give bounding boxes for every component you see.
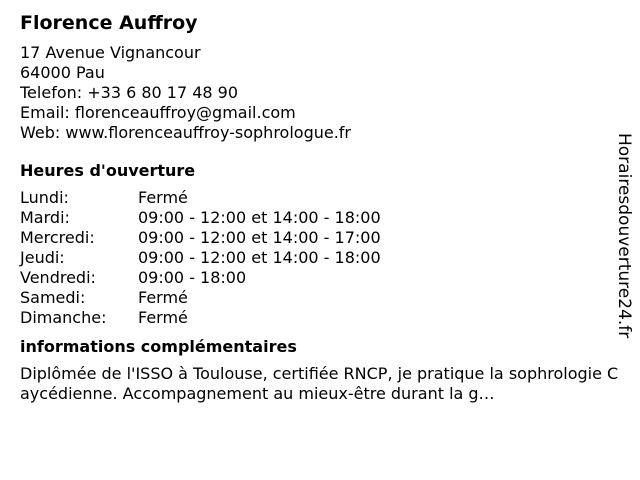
phone-line: Telefon: +33 6 80 17 48 90 (20, 83, 239, 102)
hours-row-thursday (20, 248, 615, 268)
hours-day: Lundi: (20, 188, 69, 207)
hours-row-wednesday (20, 228, 615, 248)
business-card (20, 10, 619, 404)
hours-day: Samedi: (20, 288, 86, 307)
hours-row-monday (20, 188, 615, 208)
hours-time: 09:00 - 12:00 et 14:00 - 18:00 (138, 248, 381, 267)
web-line: Web: www.florenceauffroy-sophrologue.fr (20, 123, 352, 142)
hours-day: Mercredi: (20, 228, 95, 247)
email-line: Email: florenceauffroy@gmail.com (20, 103, 296, 122)
hours-time: 09:00 - 18:00 (138, 268, 247, 287)
hours-time: Fermé (138, 188, 188, 207)
hours-time: 09:00 - 12:00 et 14:00 - 18:00 (138, 208, 381, 227)
opening-hours-heading: Heures d'ouverture (20, 161, 196, 180)
hours-time: Fermé (138, 288, 188, 307)
hours-day: Mardi: (20, 208, 70, 227)
additional-info-heading: informations complémentaires (20, 337, 297, 356)
additional-info-text: Diplômée de l'ISSO à Toulouse, certifiée RNCP, je pratique la sophrologie Caycédienne. Accompagnement au mieux-être durant la g… (20, 364, 619, 403)
hours-day: Vendredi: (20, 268, 96, 287)
site-watermark: Horairesdouverture24.fr (614, 133, 634, 339)
hours-time: Fermé (138, 308, 188, 327)
hours-row-saturday (20, 288, 615, 308)
hours-day: Dimanche: (20, 308, 107, 327)
hours-row-friday (20, 268, 615, 288)
address-line-2: 64000 Pau (20, 63, 105, 82)
hours-row-tuesday (20, 208, 615, 228)
address-line-1: 17 Avenue Vignancour (20, 43, 201, 62)
hours-time: 09:00 - 12:00 et 14:00 - 17:00 (138, 228, 381, 247)
hours-row-sunday (20, 308, 615, 328)
business-name: Florence Auffroy (20, 12, 198, 34)
hours-day: Jeudi: (20, 248, 65, 267)
